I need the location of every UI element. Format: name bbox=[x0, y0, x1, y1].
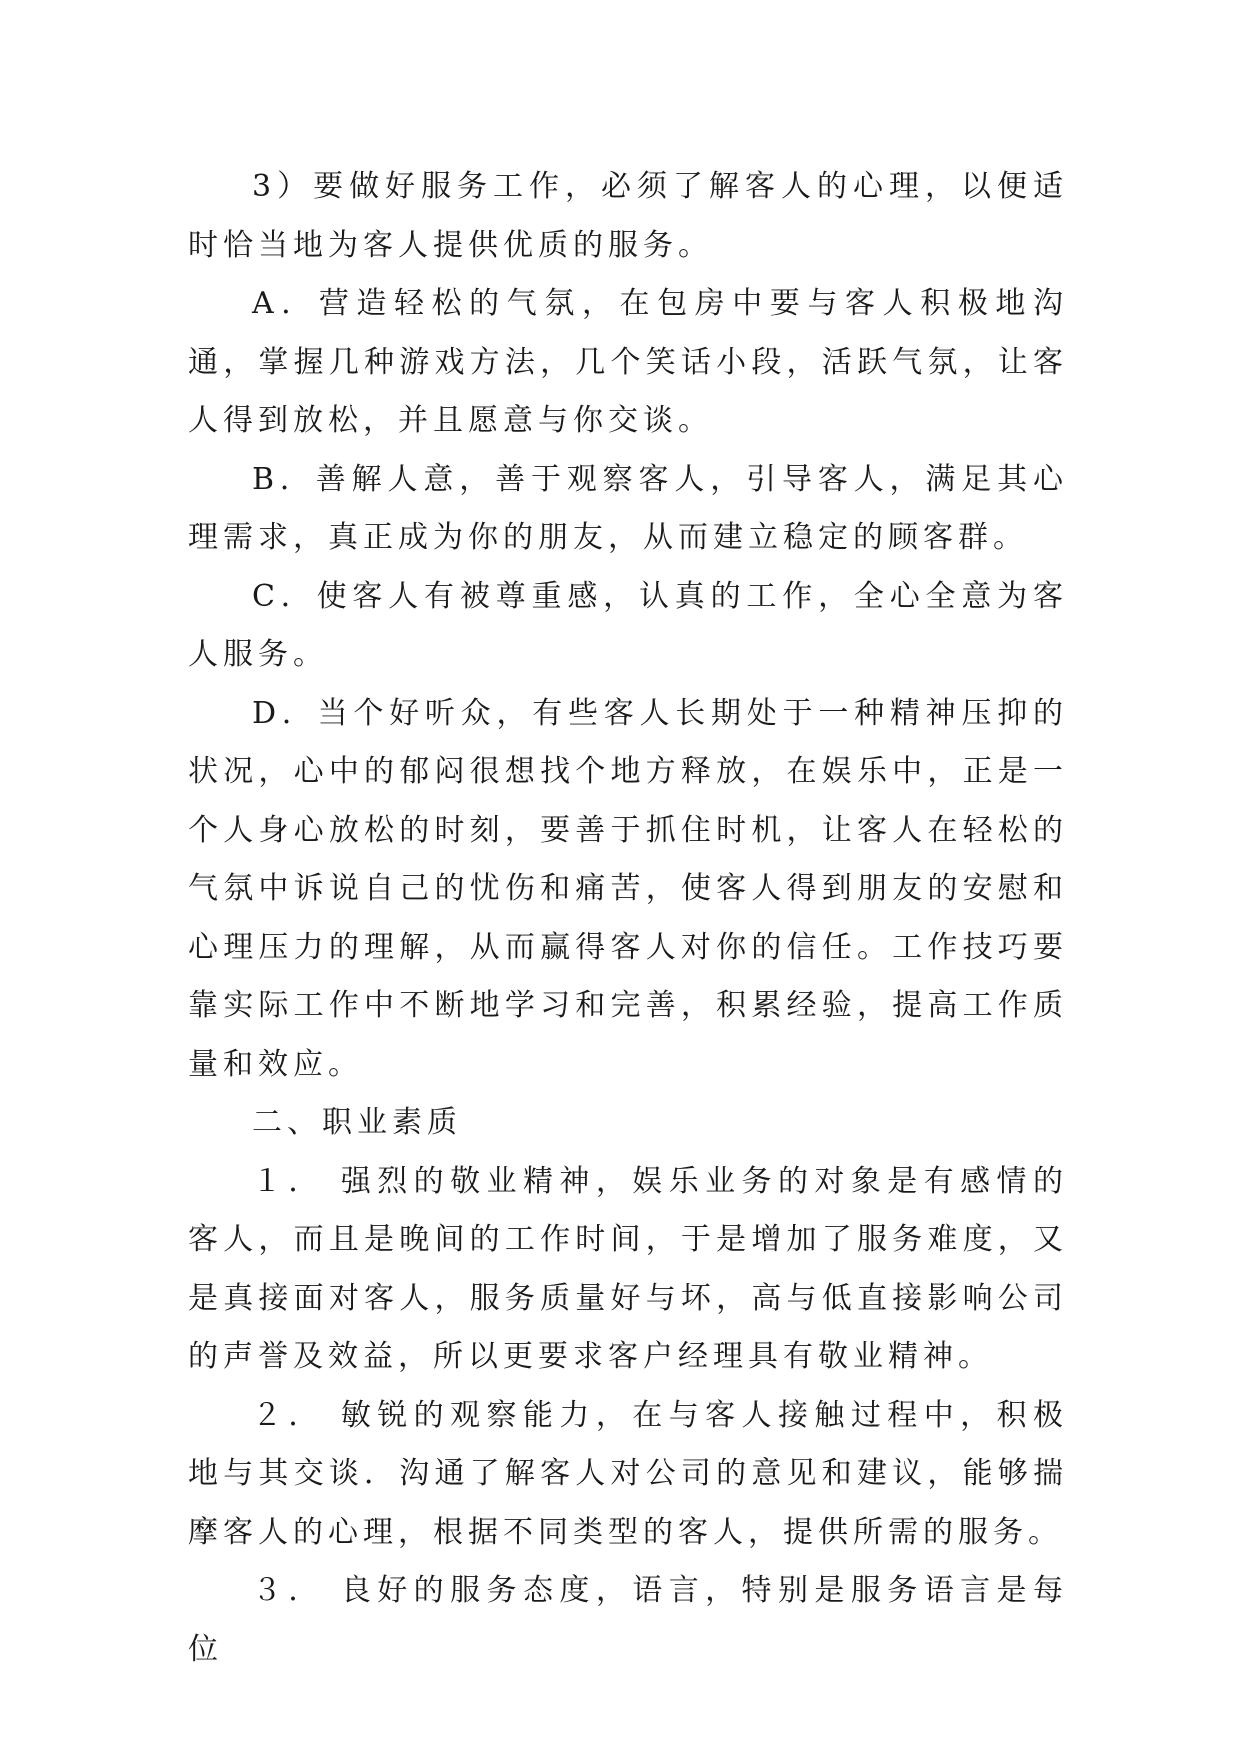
paragraph-service-psychology: 3）要做好服务工作，必须了解客人的心理，以便适时恰当地为客人提供优质的服务。 bbox=[188, 169, 1068, 263]
paragraph-item-c: C．使客人有被尊重感，认真的工作，全心全意为客人服务。 bbox=[188, 578, 1068, 672]
paragraph-item-d: D．当个好听众，有些客人长期处于一种精神压抑的状况，心中的郁闷很想找个地方释放，在娱乐中，正是一个人身心放松的时刻，要善于抓住时机，让客人在轻松的气氛中诉说自己的忧伤和痛苦，使客人得到朋友的安慰和心理压力的理解，从而赢得客人对你的信任。工作技巧要靠实际工作中不断地学习和完善，积累经验，提高工作质量和效应。 bbox=[188, 695, 1068, 1082]
paragraph-point-3: ３． 良好的服务态度，语言，特别是服务语言是每位 bbox=[188, 1573, 1068, 1667]
document-body bbox=[188, 158, 1068, 1679]
section-heading-professional-quality: 二、职业素质 bbox=[252, 1105, 462, 1140]
paragraph-point-1: １． 强烈的敬业精神，娱乐业务的对象是有感情的客人，而且是晚间的工作时间，于是增加了服务难度，又是真接面对客人，服务质量好与坏，高与低直接影响公司的声誉及效益，所以更要求客户经理具有敬业精神。 bbox=[188, 1163, 1068, 1374]
paragraph-point-2: ２． 敏锐的观察能力，在与客人接触过程中，积极地与其交谈．沟通了解客人对公司的意见和建议，能够揣摩客人的心理，根据不同类型的客人，提供所需的服务。 bbox=[188, 1397, 1068, 1550]
paragraph-item-a: A．营造轻松的气氛，在包房中要与客人积极地沟通，掌握几种游戏方法，几个笑话小段，活跃气氛，让客人得到放松，并且愿意与你交谈。 bbox=[188, 286, 1068, 438]
paragraph-item-b: B．善解人意，善于观察客人，引导客人，满足其心理需求，真正成为你的朋友，从而建立稳定的顾客群。 bbox=[188, 461, 1068, 555]
